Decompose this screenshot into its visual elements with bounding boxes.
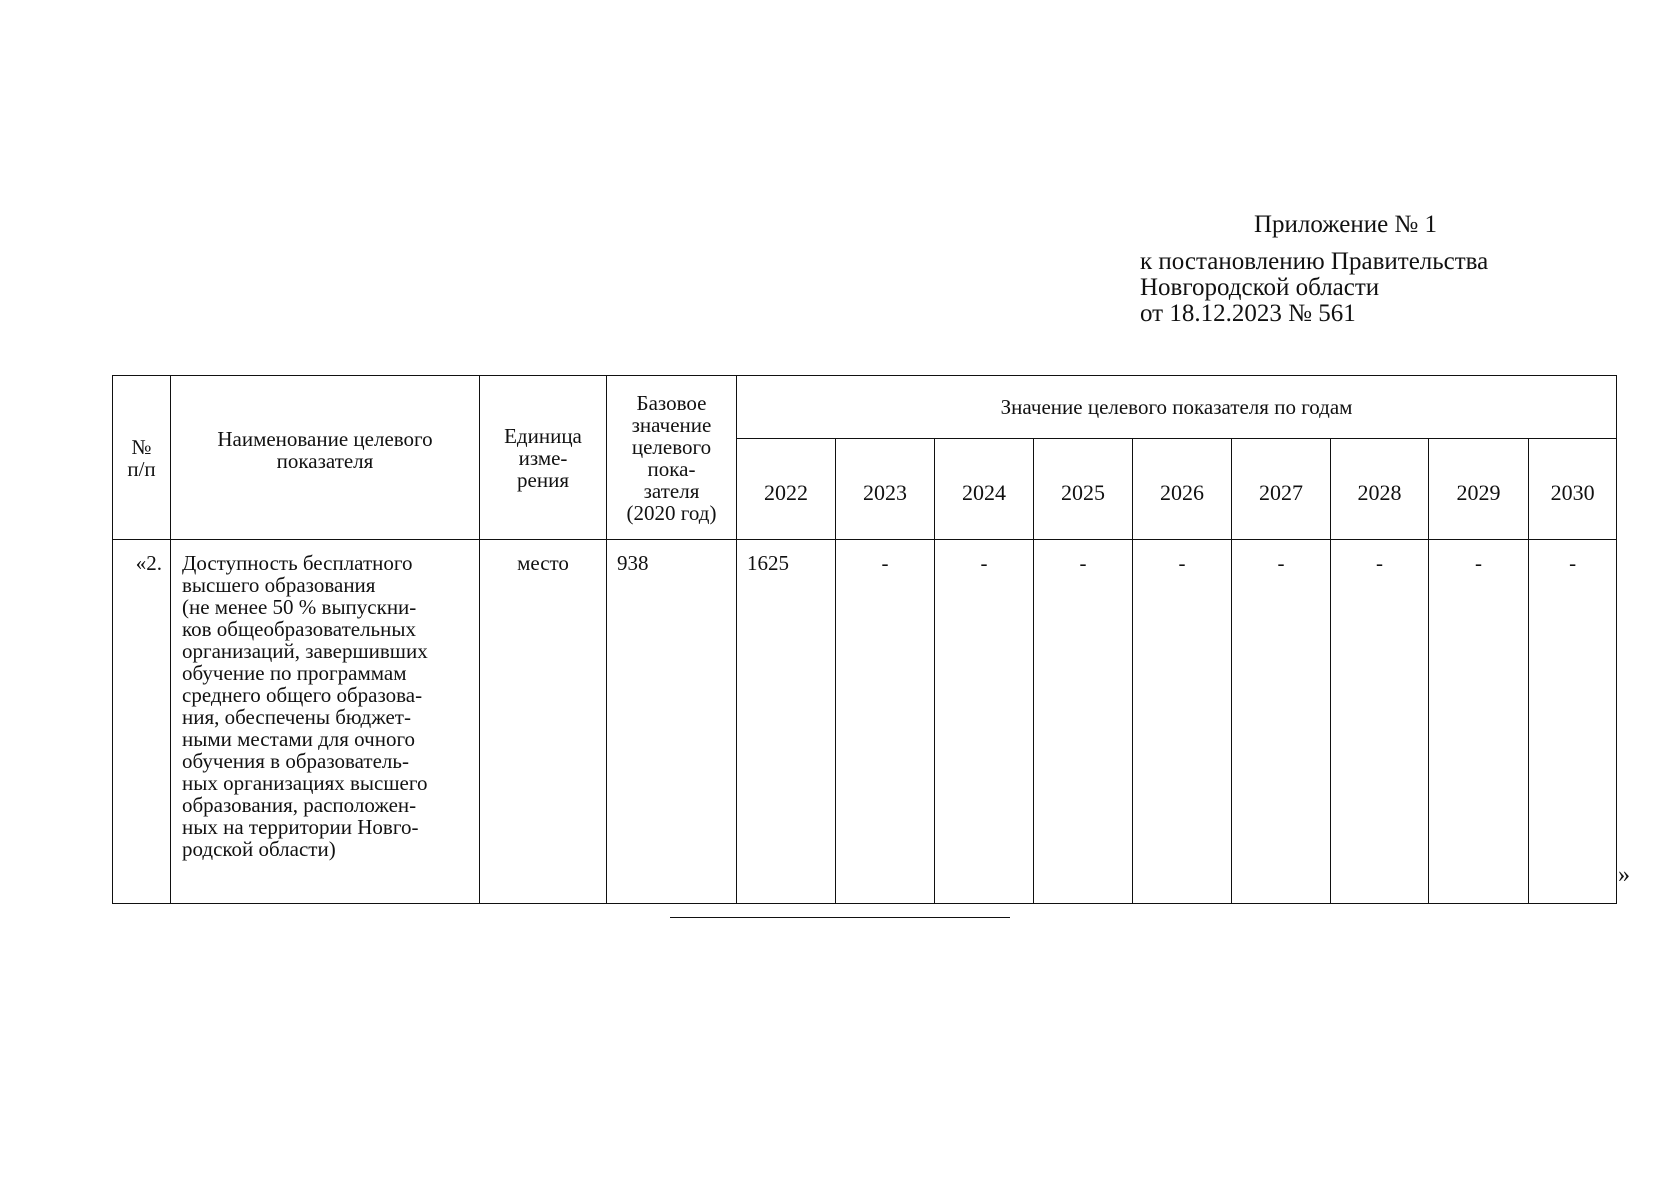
year-header: 2024 bbox=[935, 439, 1034, 540]
indicator-name-line: образования, расположен- bbox=[182, 793, 417, 817]
header-num bbox=[113, 376, 171, 540]
year-header: 2027 bbox=[1232, 439, 1331, 540]
indicator-name-line: обучение по программам bbox=[182, 661, 407, 685]
header-base-line: целевого bbox=[631, 434, 712, 459]
year-header: 2023 bbox=[836, 439, 935, 540]
base-value-cell: 938 bbox=[607, 540, 737, 904]
indicator-table bbox=[112, 375, 1617, 904]
indicator-name-line: ния, обеспечены бюджет- bbox=[182, 705, 411, 729]
header-unit bbox=[480, 376, 607, 540]
table-row bbox=[113, 540, 1617, 904]
header-base-line: Базовое bbox=[636, 390, 707, 415]
indicator-name-line: высшего образования bbox=[182, 573, 376, 597]
header-name bbox=[171, 376, 480, 540]
header-base-line: (2020 год) bbox=[626, 500, 717, 525]
indicator-name-line: ных организациях высшего bbox=[182, 771, 428, 795]
header-base-line: значение bbox=[631, 412, 712, 437]
header-base-line: пока- bbox=[647, 456, 696, 481]
header-years-group: Значение целевого показателя по годам bbox=[737, 376, 1617, 439]
heading-line-3: от 18.12.2023 № 561 bbox=[1140, 300, 1356, 327]
header-base bbox=[607, 376, 737, 540]
indicator-name-line: ков общеобразовательных bbox=[182, 617, 416, 641]
year-value-cell: - bbox=[836, 540, 935, 904]
year-value-cell: - bbox=[1429, 540, 1529, 904]
closing-quote: » bbox=[1618, 862, 1630, 888]
year-header: 2026 bbox=[1133, 439, 1232, 540]
indicator-name-line: (не менее 50 % выпускни- bbox=[182, 595, 417, 619]
header-base-line: зателя bbox=[643, 478, 700, 503]
separator-line bbox=[670, 917, 1010, 918]
year-value-cell: - bbox=[1331, 540, 1429, 904]
year-value-cell: - bbox=[1034, 540, 1133, 904]
year-value-cell: 1625 bbox=[737, 540, 836, 904]
year-value-cell: - bbox=[935, 540, 1034, 904]
document-heading bbox=[1140, 212, 1488, 327]
heading-line-2: Новгородской области bbox=[1140, 274, 1380, 301]
year-header: 2025 bbox=[1034, 439, 1133, 540]
heading-line-1: к постановлению Правительства bbox=[1140, 248, 1489, 275]
indicator-name-line: ными местами для очного bbox=[182, 727, 416, 751]
indicator-name-line: родской области) bbox=[182, 837, 336, 861]
indicator-name-line: Доступность бесплатного bbox=[182, 551, 413, 575]
indicator-name-line: ных на территории Новго- bbox=[182, 815, 419, 839]
indicator-name-line: обучения в образователь- bbox=[182, 749, 409, 773]
year-header: 2030 bbox=[1529, 439, 1617, 540]
year-value-cell: - bbox=[1232, 540, 1331, 904]
indicator-name bbox=[171, 540, 480, 904]
indicator-name-line: организаций, завершивших bbox=[182, 639, 428, 663]
header-num-label: № п/п bbox=[127, 434, 156, 481]
year-header: 2028 bbox=[1331, 439, 1429, 540]
unit-cell: место bbox=[480, 540, 607, 904]
year-header: 2022 bbox=[737, 439, 836, 540]
indicator-name-line: среднего общего образова- bbox=[182, 683, 423, 707]
year-value-cell: - bbox=[1133, 540, 1232, 904]
appendix-title: Приложение № 1 bbox=[1254, 211, 1438, 238]
header-name-label: Наименование целевого показателя bbox=[217, 426, 433, 473]
header-unit-label: Единица изме-рения bbox=[504, 423, 582, 492]
year-header: 2029 bbox=[1429, 439, 1529, 540]
row-number: «2. bbox=[113, 540, 171, 904]
year-value-cell: - bbox=[1529, 540, 1617, 904]
